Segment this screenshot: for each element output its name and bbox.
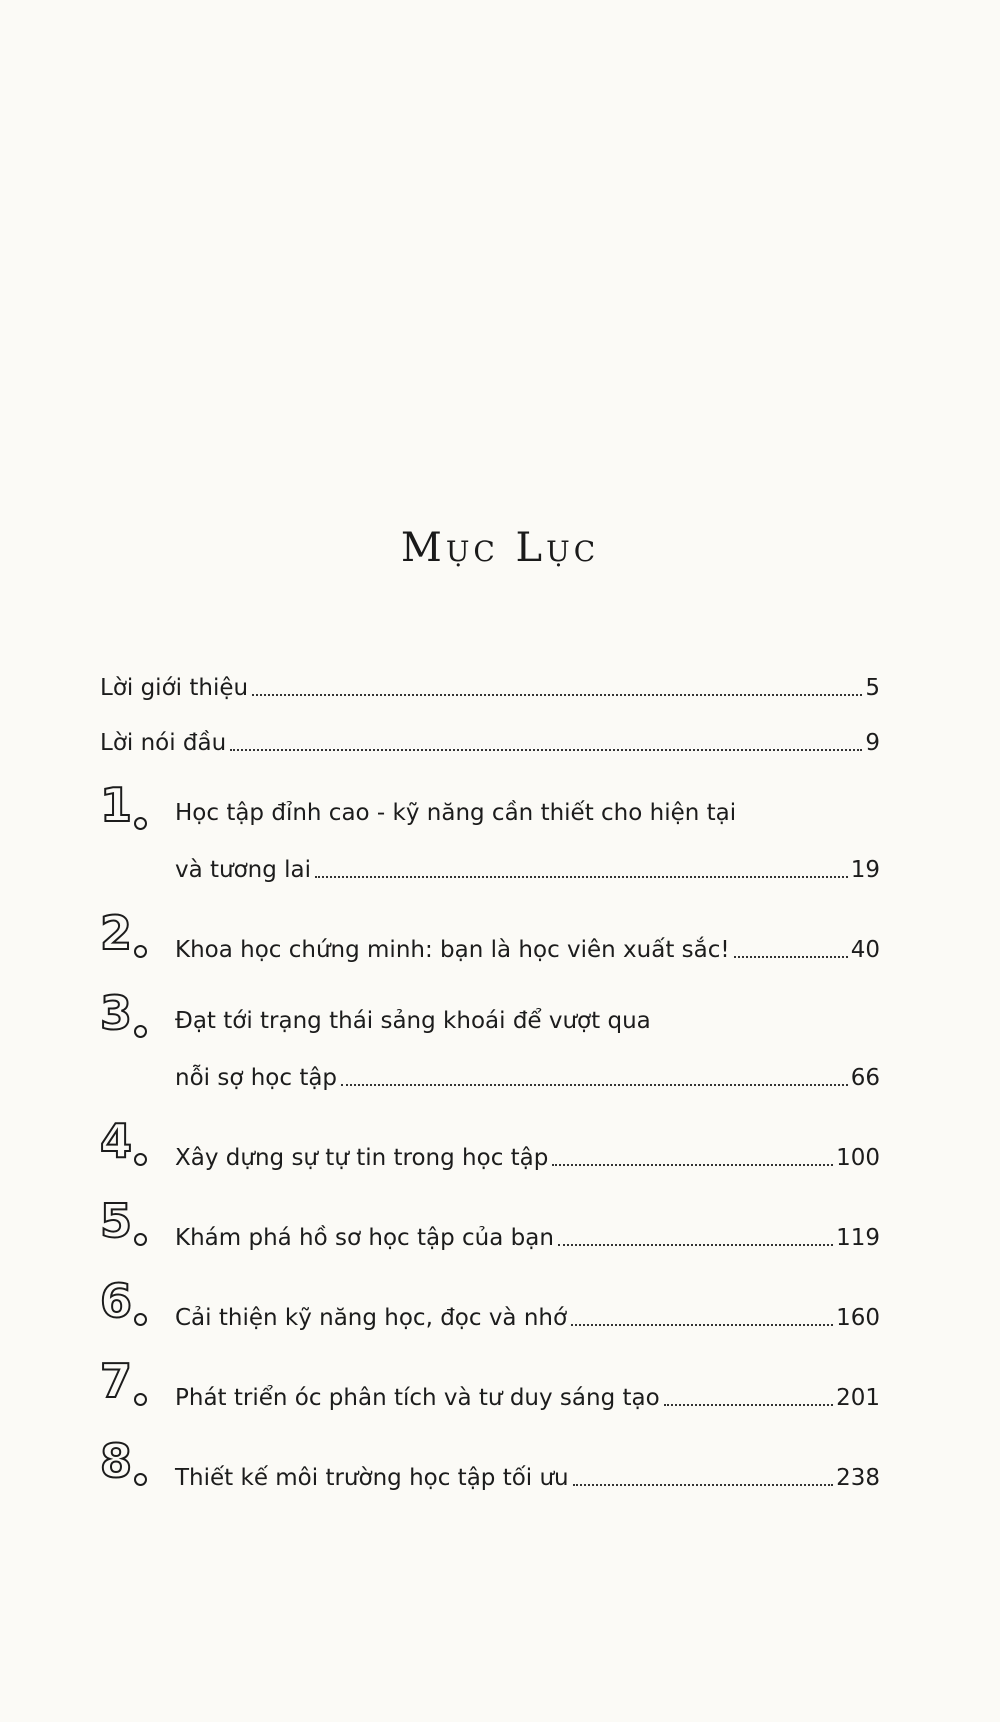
chapter-number-1: 1 <box>100 782 160 834</box>
chapter-number-3: 3 <box>100 990 160 1042</box>
entry-label: Xây dựng sự tự tin trong học tập <box>175 1145 549 1171</box>
entry-label: và tương lai <box>175 857 312 883</box>
chapter-number-6: 6 <box>100 1278 160 1330</box>
dot-leader <box>252 693 862 696</box>
entry-page: 201 <box>836 1385 880 1411</box>
toc-entry-chapter-2[interactable] <box>175 922 880 962</box>
dot-leader <box>573 1483 833 1486</box>
entry-page: 238 <box>836 1465 880 1491</box>
entry-label: Cải thiện kỹ năng học, đọc và nhớ <box>175 1305 568 1331</box>
dot-leader <box>552 1163 833 1166</box>
chapter-number-5: 5 <box>100 1198 160 1250</box>
dot-leader <box>734 955 848 958</box>
chapter-number-2: 2 <box>100 910 160 962</box>
chapter-3-title-line1[interactable]: Đạt tới trạng thái sảng khoái để vượt qua <box>175 1008 651 1034</box>
dot-leader <box>664 1403 833 1406</box>
entry-page: 160 <box>836 1305 880 1331</box>
dot-leader <box>230 748 862 751</box>
entry-label: Khám phá hồ sơ học tập của bạn <box>175 1225 554 1251</box>
entry-page: 9 <box>865 730 880 756</box>
toc-entry-foreword[interactable] <box>100 660 880 700</box>
entry-page: 100 <box>836 1145 880 1171</box>
dot-leader <box>341 1083 848 1086</box>
entry-label: Phát triển óc phân tích và tư duy sáng tạo <box>175 1385 660 1411</box>
entry-label: Thiết kế môi trường học tập tối ưu <box>175 1465 569 1491</box>
entry-label: nỗi sợ học tập <box>175 1065 338 1091</box>
chapter-1-title-line1[interactable]: Học tập đỉnh cao - kỹ năng cần thiết cho hiện tại <box>175 800 737 826</box>
entry-label: Khoa học chứng minh: bạn là học viên xuất sắc! <box>175 937 730 963</box>
chapter-number-8: 8 <box>100 1438 160 1490</box>
entry-label: Lời giới thiệu <box>100 675 249 701</box>
toc-entry-chapter-8[interactable] <box>175 1450 880 1490</box>
entry-page: 119 <box>836 1225 880 1251</box>
entry-page: 40 <box>850 937 880 963</box>
dot-leader <box>315 875 848 878</box>
chapter-number-7: 7 <box>100 1358 160 1410</box>
entry-page: 19 <box>850 857 880 883</box>
dot-leader <box>558 1243 833 1246</box>
toc-entry-chapter-5[interactable] <box>175 1210 880 1250</box>
toc-entry-chapter-7[interactable] <box>175 1370 880 1410</box>
toc-entry-chapter-6[interactable] <box>175 1290 880 1330</box>
toc-entry-chapter-4[interactable] <box>175 1130 880 1170</box>
entry-page: 5 <box>865 675 880 701</box>
dot-leader <box>571 1323 833 1326</box>
toc-entry-chapter-3[interactable] <box>175 1050 880 1090</box>
toc-entry-chapter-1[interactable] <box>175 842 880 882</box>
toc-entry-preface[interactable] <box>100 715 880 755</box>
page-title: Mục Lục <box>400 525 600 571</box>
chapter-number-4: 4 <box>100 1118 160 1170</box>
entry-page: 66 <box>850 1065 880 1091</box>
entry-label: Lời nói đầu <box>100 730 227 756</box>
